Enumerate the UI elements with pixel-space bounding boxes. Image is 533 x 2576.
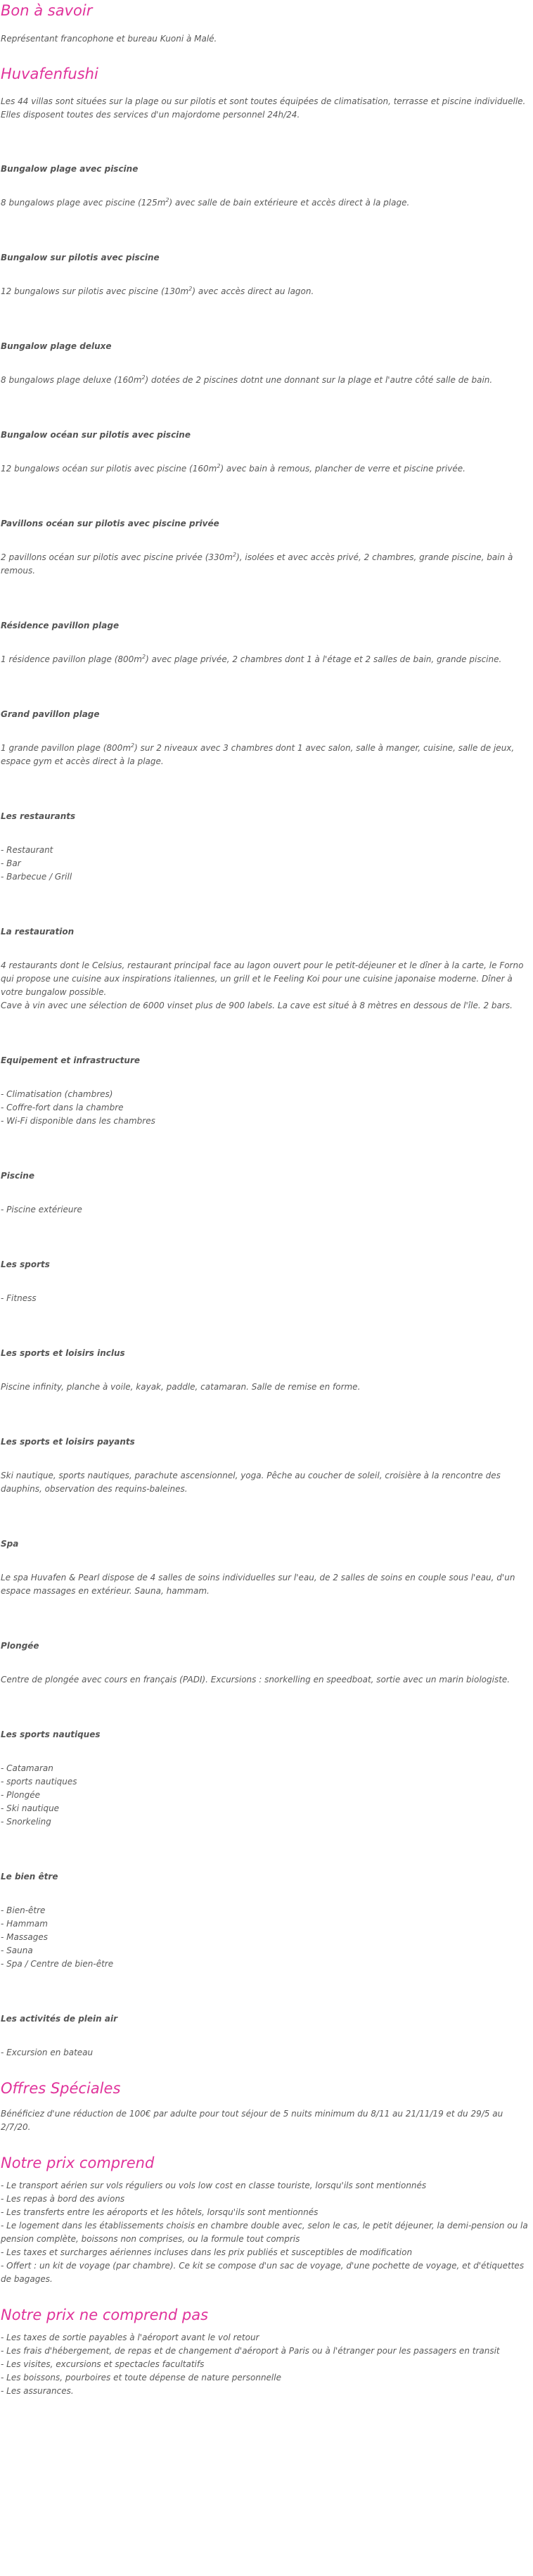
hotel-intro: Les 44 villas sont situées sur la plage ou sur pilotis et sont toutes équipées de climatisation, terrasse et piscine individuelle. Elles disposent toutes des services d'un majordome personnel 24h/24. (1, 96, 526, 120)
section-content (1, 1292, 533, 1305)
room-description-start: 8 bungalows plage avec piscine (125m (1, 198, 166, 208)
offres-heading: Offres Spéciales (1, 2080, 121, 2097)
section-line: - sports nautiques (1, 1777, 77, 1787)
section-line: - Piscine extérieure (1, 1205, 82, 1214)
section-content (1, 844, 533, 884)
page (0, 1, 533, 2398)
section-line: Piscine infinity, planche à voile, kayak, paddle, catamaran. Salle de remise en forme. (1, 1382, 361, 1392)
room-title: Bungalow sur pilotis avec piscine (1, 253, 160, 262)
section-line: - Massages (1, 1932, 48, 1942)
section-line: - Barbecue / Grill (1, 872, 72, 882)
prix-ne-comprend-list (1, 2331, 533, 2398)
room-description-start: 1 résidence pavillon plage (800m (1, 654, 142, 664)
price-line: - Les repas à bord des avions (1, 2194, 125, 2204)
section-content (1, 1381, 533, 1394)
square-meter-superscript: 2 (141, 654, 146, 660)
price-line: - Le logement dans les établissements choisis en chambre double avec, selon le cas, le petit déjeuner, la demi-pension ou la pension complète, boissons non comprises, ou la formule tout compris (1, 2221, 528, 2244)
room-description-end: ) avec plage privée, 2 chambres dont 1 à l'étage et 2 salles de bain, grande piscine. (146, 654, 502, 664)
section-line: - Catamaran (1, 1763, 53, 1773)
section-line: - Bien-être (1, 1905, 46, 1915)
prix-comprend-list (1, 2179, 533, 2286)
section-title: Les sports (1, 1260, 50, 1269)
section-title: Spa (1, 1539, 19, 1549)
section-title: Les sports et loisirs inclus (1, 1348, 125, 1358)
room-description (1, 285, 533, 298)
section-content (1, 2046, 533, 2060)
section-line: - Hammam (1, 1919, 48, 1929)
section-line: - Plongée (1, 1790, 41, 1800)
room-description-end: ) avec bain à remous, plancher de verre et piscine privée. (220, 464, 465, 474)
offres-text: Bénéficiez d'une réduction de 100€ par adulte pour tout séjour de 5 nuits minimum du 8/11 au 21/11/19 et du 29/5 au 2/7/20. (1, 2109, 503, 2132)
room-title: Grand pavillon plage (1, 709, 100, 719)
section-line: - Climatisation (chambres) (1, 1089, 113, 1099)
section-line: - Bar (1, 858, 21, 868)
room-description-end: ) avec accès direct au lagon. (192, 286, 314, 296)
section-line: Ski nautique, sports nautiques, parachute ascensionnel, yoga. Pêche au coucher de soleil, croisière à la rencontre des dauphins, observation des requins-baleines. (1, 1471, 501, 1494)
square-meter-superscript: 2 (131, 742, 135, 749)
price-line: - Offert : un kit de voyage (par chambre). Ce kit se compose d'un sac de voyage, d'une pochette de voyage, et d'étiquettes de bagages. (1, 2261, 525, 2284)
room-title: Bungalow océan sur pilotis avec piscine (1, 430, 191, 440)
section-line: - Coffre-fort dans la chambre (1, 1103, 124, 1112)
room-description-start: 1 grande pavillon plage (800m (1, 743, 131, 753)
room-description (1, 374, 533, 387)
price-line: - Les visites, excursions et spectacles facultatifs (1, 2359, 205, 2369)
price-line: - Les taxes et surcharges aériennes incluses dans les prix publiés et susceptibles de modification (1, 2247, 413, 2257)
room-title: Bungalow plage avec piscine (1, 164, 139, 174)
section-title: Piscine (1, 1171, 34, 1181)
room-list (1, 163, 533, 768)
price-line: - Les transferts entre les aéroports et les hôtels, lorsqu'ils sont mentionnés (1, 2207, 319, 2217)
room-description-start: 12 bungalows océan sur pilotis avec piscine (160m (1, 464, 217, 474)
section-line: - Excursion en bateau (1, 2048, 94, 2057)
section-content (1, 1469, 533, 1496)
section-line: - Restaurant (1, 845, 53, 855)
section-content (1, 1762, 533, 1829)
section-line: - Sauna (1, 1946, 33, 1955)
bon-a-savoir-text: Représentant francophone et bureau Kuoni à Malé. (1, 34, 217, 44)
hotel-heading: Huvafenfushi (1, 65, 98, 82)
section-content (1, 959, 533, 1013)
price-line: - Le transport aérien sur vols réguliers ou vols low cost en classe touriste, lorsqu'ils sont mentionnés (1, 2181, 427, 2190)
room-description-end: ) avec salle de bain extérieure et accès direct à la plage. (169, 198, 410, 208)
room-description-end: ) dotées de 2 piscines dotnt une donnant sur la plage et l'autre côté salle de bain. (145, 375, 493, 385)
price-line: - Les assurances. (1, 2386, 74, 2396)
section-line: - Spa / Centre de bien-être (1, 1959, 114, 1969)
section-title: Les restaurants (1, 811, 76, 821)
prix-ne-comprend-heading: Notre prix ne comprend pas (1, 2307, 209, 2323)
room-description-start: 12 bungalows sur pilotis avec piscine (130m (1, 286, 189, 296)
bon-a-savoir-heading: Bon à savoir (1, 2, 93, 19)
price-line: - Les frais d'hébergement, de repas et de changement d'aéroport à Paris ou à l'étranger pour les passagers en transit (1, 2346, 500, 2356)
square-meter-superscript: 2 (165, 197, 169, 203)
price-line: - Les boissons, pourboires et toute dépense de nature personnelle (1, 2373, 281, 2383)
room-description (1, 742, 533, 768)
room-description (1, 462, 533, 476)
section-line: - Snorkeling (1, 1817, 51, 1827)
section-line: 4 restaurants dont le Celsius, restaurant principal face au lagon ouvert pour le petit-déjeuner et le dîner à la carte, le Forno qui propose une cuisine aux inspirations italiennes, un grill et le Feeling Koi pour une cuisine japonaise moderne. Dîner à votre bungalow possible. (1, 960, 524, 997)
section-title: Les sports nautiques (1, 1730, 101, 1739)
section-list (1, 810, 533, 2060)
section-title: Le bien être (1, 1872, 58, 1882)
section-title: Les activités de plein air (1, 2014, 118, 2024)
square-meter-superscript: 2 (233, 552, 237, 558)
section-line: - Wi-Fi disponible dans les chambres (1, 1116, 155, 1126)
room-description-end: ) sur 2 niveaux avec 3 chambres dont 1 avec salon, salle à manger, cuisine, salle de jeux, espace gym et accès direct à la plage. (1, 743, 515, 766)
square-meter-superscript: 2 (217, 463, 221, 469)
section-content (1, 1088, 533, 1128)
square-meter-superscript: 2 (141, 374, 146, 381)
room-description (1, 196, 533, 210)
section-content (1, 1673, 533, 1687)
section-content (1, 1203, 533, 1217)
section-content (1, 1904, 533, 1971)
section-title: Les sports et loisirs payants (1, 1437, 135, 1447)
room-title: Bungalow plage deluxe (1, 341, 112, 351)
section-title: La restauration (1, 927, 75, 937)
room-title: Résidence pavillon plage (1, 621, 120, 630)
section-content (1, 1571, 533, 1598)
room-description (1, 551, 533, 578)
section-line: Le spa Huvafen & Pearl dispose de 4 salles de soins individuelles sur l'eau, de 2 salles de soins en couple sous l'eau, d'un espace massages en extérieur. Sauna, hammam. (1, 1573, 515, 1596)
section-line: Cave à vin avec une sélection de 6000 vinset plus de 900 labels. La cave est situé à 8 mètres en dessous de l'île. 2 bars. (1, 1001, 513, 1010)
section-line: Centre de plongée avec cours en français (PADI). Excursions : snorkelling en speedboat, sortie avec un marin biologiste. (1, 1675, 510, 1684)
room-title: Pavillons océan sur pilotis avec piscine privée (1, 519, 219, 528)
prix-comprend-heading: Notre prix comprend (1, 2155, 155, 2171)
section-line: - Fitness (1, 1293, 37, 1303)
room-description-start: 8 bungalows plage deluxe (160m (1, 375, 142, 385)
room-description-end: ), isolées et avec accès privé, 2 chambres, grande piscine, bain à remous. (1, 552, 513, 576)
square-meter-superscript: 2 (188, 286, 193, 292)
section-title: Plongée (1, 1641, 39, 1651)
room-description (1, 653, 533, 666)
section-line: - Ski nautique (1, 1803, 60, 1813)
section-title: Equipement et infrastructure (1, 1055, 141, 1065)
room-description-start: 2 pavillons océan sur pilotis avec piscine privée (330m (1, 552, 233, 562)
price-line: - Les taxes de sortie payables à l'aéroport avant le vol retour (1, 2333, 259, 2342)
